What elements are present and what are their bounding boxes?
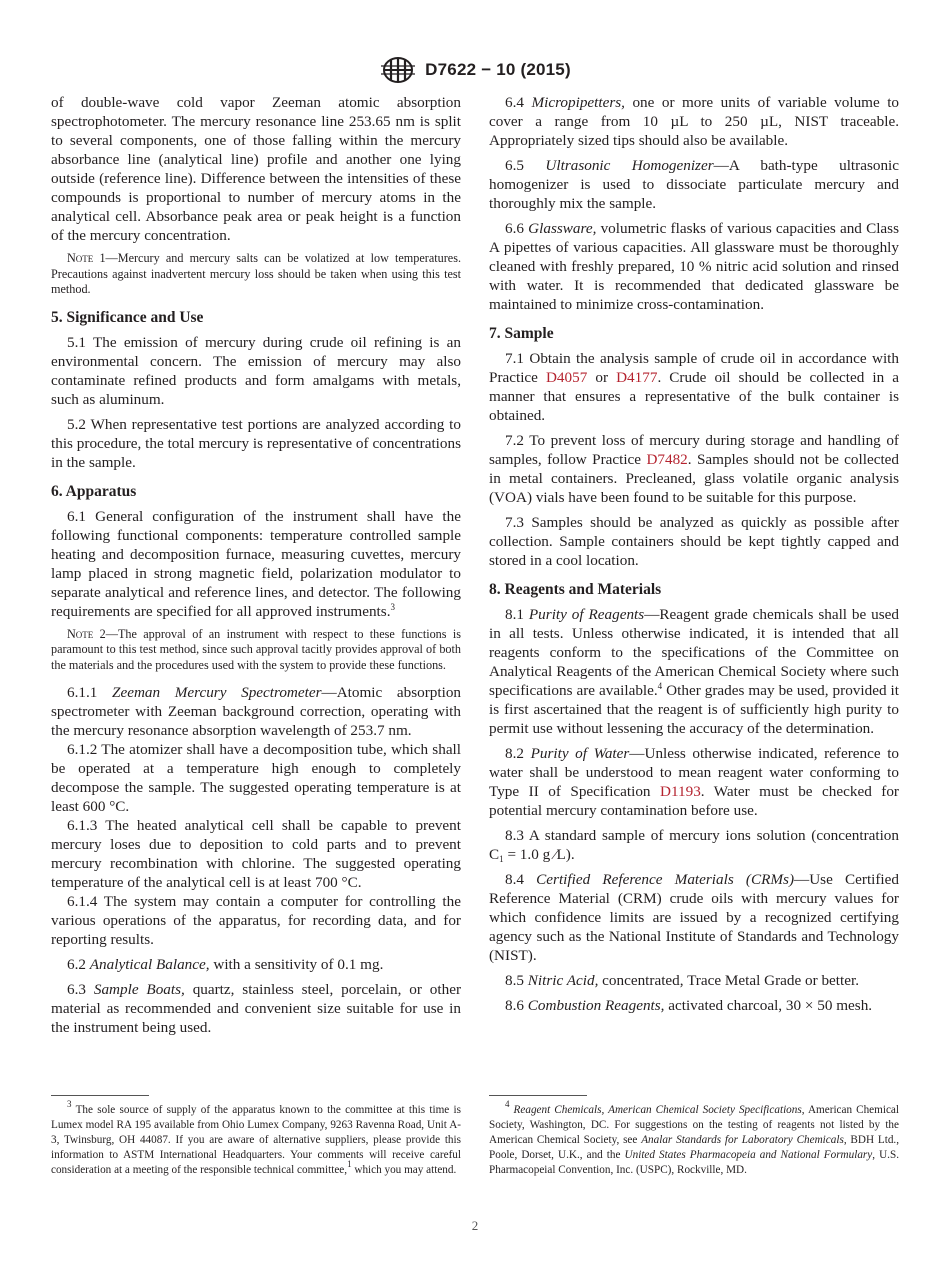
paragraph-8-5 <box>489 971 899 990</box>
paragraph-8-6 <box>489 996 899 1015</box>
paragraph-8-2 <box>489 744 899 820</box>
paragraph-text: . Crude oil should be collected in a manner that ensures a representative of the bulk container is obtained. <box>489 369 899 424</box>
paragraph-text: —Reagent grade chemicals shall be used in all tests. Unless otherwise indicated, it is intended that all reagents conform to the specifications of the Committee on Analytical Reagents of the American Chemical Society where such specifications are available. <box>489 606 900 699</box>
link-d7482[interactable]: D7482 <box>646 451 688 468</box>
paragraph-6-1-4: 6.1.4 The system may contain a computer for controlling the various operations of the apparatus, for recording data, and for reporting results. <box>51 893 461 948</box>
paragraph-number: 8.4 <box>505 871 524 888</box>
paragraph-text: concentrated, Trace Metal Grade or better. <box>598 972 859 989</box>
link-d4057[interactable]: D4057 <box>545 369 588 386</box>
paragraph-8-1 <box>489 605 899 738</box>
paragraph-text: = 1.0 g ⁄L). <box>503 846 575 863</box>
footnote-text: , BDH Ltd., Poole, Dorset, U.K., and the <box>489 1134 900 1161</box>
note-label: Note 2 <box>67 626 106 641</box>
right-column <box>489 93 899 1021</box>
footnote-ref-4[interactable]: 4 <box>657 681 663 691</box>
paragraph-7-2 <box>489 431 899 507</box>
paragraph-number: 8.1 <box>505 606 524 623</box>
section-8-heading: 8. Reagents and Materials <box>489 581 662 598</box>
footnote-4 <box>489 1099 900 1178</box>
paragraph-title: Micropipetters, <box>531 94 625 111</box>
paragraph-number: 8.5 <box>505 972 524 989</box>
paragraph-text: activated charcoal, 30 × 50 mesh. <box>664 997 873 1014</box>
paragraph-6-1-2: 6.1.2 The atomizer shall have a decomposition tube, which shall be operated at a temperature high enough to completely decompose the sample. The suggested operating temperature is at least 600 °C. <box>51 741 461 815</box>
paragraph-title: Zeeman Mercury Spectrometer <box>112 684 322 701</box>
paragraph-number: 6.5 <box>505 157 524 174</box>
paragraph-title: Analytical Balance, <box>89 956 210 973</box>
paragraph-text: volumetric flasks of various capacities and Class A pipettes of various capacities. All glassware must be thoroughly cleaned with freshly prepared, 10 % nitric acid solution and rinsed with water. It is recommended that dedicated glassware be maintained to minimize cross-contamination. <box>489 220 899 313</box>
paragraph-6-2 <box>51 955 461 974</box>
note-1 <box>51 251 461 298</box>
paragraph-text: quartz, stainless steel, porcelain, or other material as recommended and convenient size suitable for use in the instrument being used. <box>51 981 461 1036</box>
citation-title: Reagent Chemicals, American Chemical Society Specifications <box>509 1104 802 1116</box>
paragraph-6-5 <box>489 156 899 213</box>
intro-paragraph: of double-wave cold vapor Zeeman atomic absorption spectrophotometer. The mercury resonance line 253.65 nm is split to several components, one of those falling within the mercury absorbance line (analytical line) profile and another one lying outside (reference line). Difference between the intensities of these compounds is proportional to number of mercury atoms in the analytical cell. Absorbance peak area or peak height is a function of the mercury concentration. <box>51 94 461 244</box>
paragraph-title: Purity of Water <box>530 745 630 762</box>
section-7-heading: 7. Sample <box>489 325 554 342</box>
footnote-text: , U.S. Pharmacopeial Convention, Inc. (USPC), Rockville, MD. <box>489 1149 899 1176</box>
paragraph-6-6 <box>489 219 899 314</box>
paragraph-8-4 <box>489 870 899 965</box>
footnote-ref-3[interactable]: 3 <box>390 601 395 612</box>
paragraph-title: Certified Reference Materials (CRMs) <box>536 871 795 888</box>
paragraph-title: Ultrasonic Homogenizer <box>545 157 714 174</box>
astm-logo-icon <box>379 56 417 84</box>
paragraph-text: 7.1 Obtain the analysis sample of crude oil in accordance with Practice <box>489 350 899 386</box>
footnote-divider <box>489 1095 587 1096</box>
left-column <box>51 93 461 1043</box>
paragraph-6-1-1 <box>51 683 461 740</box>
citation-title: Analar Standards for Laboratory Chemicals <box>641 1134 844 1146</box>
paragraph-6-3 <box>51 980 461 1037</box>
paragraph-6-4 <box>489 93 899 150</box>
paragraph-text: . Water must be checked for potential mercury contamination before use. <box>489 783 899 819</box>
paragraph-title: Purity of Reagents <box>528 606 645 623</box>
footnote-text: The sole source of supply of the apparatus known to the committee at this time is Lumex model RA 195 available from Ohio Lumex Company, 9263 Ravenna Road, Unit A-3, Twinsburg, OH 44087. If you are aware of alternative suppliers, please provide this information to ASTM International Headquarters. Your comments will receive careful consideration at a meeting of the responsible technical committee, <box>51 1104 461 1176</box>
note-label: Note 1 <box>67 251 106 265</box>
paragraph-text: —Use Certified Reference Material (CRM) crude oils with mercury values for which confidence limits are issued by a recognized certifying agency such as the National Institute of Standards and Technology (NIST). <box>489 871 899 964</box>
subscript: 1 <box>499 854 504 864</box>
document-id: D7622 − 10 (2015) <box>425 60 571 79</box>
note-2 <box>51 627 461 674</box>
paragraph-number: 6.6 <box>505 220 524 237</box>
footnote-ref-1[interactable]: 1 <box>347 1159 352 1169</box>
note-text: —The approval of an instrument with respect to these functions is paramount to this test method, since such approval tacitly provides approval of both the materials and the procedures used with the system to provide these functions. <box>51 626 462 672</box>
paragraph-text: 6.1 General configuration of the instrument shall have the following functional components: temperature controlled sample heating and decomposition furnace, measuring cuvettes, mercury lamp placed in strong magnetic field, polarization modulator to separate analytical and reference lines, and detector. The following requirements are specified for all approved instruments. <box>51 507 461 620</box>
footnote-text: , American Chemical Society, Washington, DC. For suggestions on the testing of reagents not listed by the American Chemical Society, see <box>489 1104 899 1146</box>
paragraph-text: 7.2 To prevent loss of mercury during storage and handling of samples, follow Practice <box>489 432 899 468</box>
paragraph-text: Other grades may be used, provided it is first ascertained that the reagent is of sufficiently high purity to permit use without lessening the accuracy of the determination. <box>489 682 899 737</box>
page-header <box>0 55 950 85</box>
paragraph-text: —A bath-type ultrasonic homogenizer is used to dissociate particulate mercury and thoroughly mix the sample. <box>489 157 900 212</box>
citation-title: United States Pharmacopeia and National Formulary <box>624 1149 873 1161</box>
paragraph-title: Glassware, <box>528 220 597 237</box>
paragraph-8-3 <box>489 826 899 864</box>
paragraph-text: one or more units of variable volume to cover a range from 10 µL to 250 µL, NIST traceable. Appropriately sized tips should also be available. <box>489 94 900 149</box>
footnote-divider <box>51 1095 149 1096</box>
page-number: 2 <box>471 1218 479 1233</box>
footnote-text: which you may attend. <box>351 1164 457 1176</box>
paragraph-text: —Atomic absorption spectrometer with Zeeman background correction, operating with the mercury resonance absorption wavelength of 253.7 nm. <box>51 684 462 739</box>
paragraph-5-2: 5.2 When representative test portions are analyzed according to this procedure, the total mercury is representative of concentrations in the sample. <box>51 415 461 471</box>
paragraph-number: 8.6 <box>505 997 524 1014</box>
link-d4177[interactable]: D4177 <box>616 369 658 386</box>
paragraph-title: Sample Boats, <box>93 981 185 998</box>
paragraph-number: 6.2 <box>67 956 86 973</box>
paragraph-number: 6.3 <box>67 981 86 998</box>
paragraph-6-1 <box>51 507 461 621</box>
paragraph-number: 6.4 <box>505 94 524 111</box>
paragraph-6-1-3: 6.1.3 The heated analytical cell shall be capable to prevent mercury loses due to deposition to cold parts and to prevent mercury recombination with chlorine. The suggested operating temperature of the analytical cell is at least 700 °C. <box>51 817 461 891</box>
paragraph-text: —Unless otherwise indicated, reference to water shall be understood to mean reagent water conforming to Type II of Specification <box>489 745 900 800</box>
paragraph-7-3: 7.3 Samples should be analyzed as quickly as possible after collection. Sample containers should be kept tightly capped and stored in a cool location. <box>489 514 899 569</box>
paragraph-title: Combustion Reagents, <box>527 997 665 1014</box>
section-5-heading: 5. Significance and Use <box>51 308 204 326</box>
footnote-3 <box>51 1099 461 1178</box>
paragraph-number: 8.2 <box>505 745 524 762</box>
footnote-number: 4 <box>505 1099 510 1109</box>
footnote-number: 3 <box>67 1099 72 1109</box>
paragraph-text: with a sensitivity of 0.1 mg. <box>209 956 384 973</box>
paragraph-text: . Samples should not be collected in metal containers. Precleaned, glass volatile organic analysis (VOA) vials have been found to be suitable for this purpose. <box>489 451 899 506</box>
link-d1193[interactable]: D1193 <box>660 783 701 800</box>
paragraph-number: 6.1.1 <box>67 684 98 701</box>
paragraph-text: or <box>587 369 617 386</box>
section-6-heading: 6. Apparatus <box>51 482 137 500</box>
paragraph-title: Nitric Acid, <box>527 972 599 989</box>
paragraph-text: 8.3 A standard sample of mercury ions solution (concentration C <box>489 827 899 863</box>
note-text: —Mercury and mercury salts can be volatized at low temperatures. Precautions against inadvertent mercury loss should be taken when using this test method. <box>51 251 461 296</box>
paragraph-5-1: 5.1 The emission of mercury during crude oil refining is an environmental concern. The emission of mercury may also contaminate refined products and form amalgams with metals, such as aluminum. <box>51 333 461 408</box>
paragraph-7-1 <box>489 349 899 425</box>
